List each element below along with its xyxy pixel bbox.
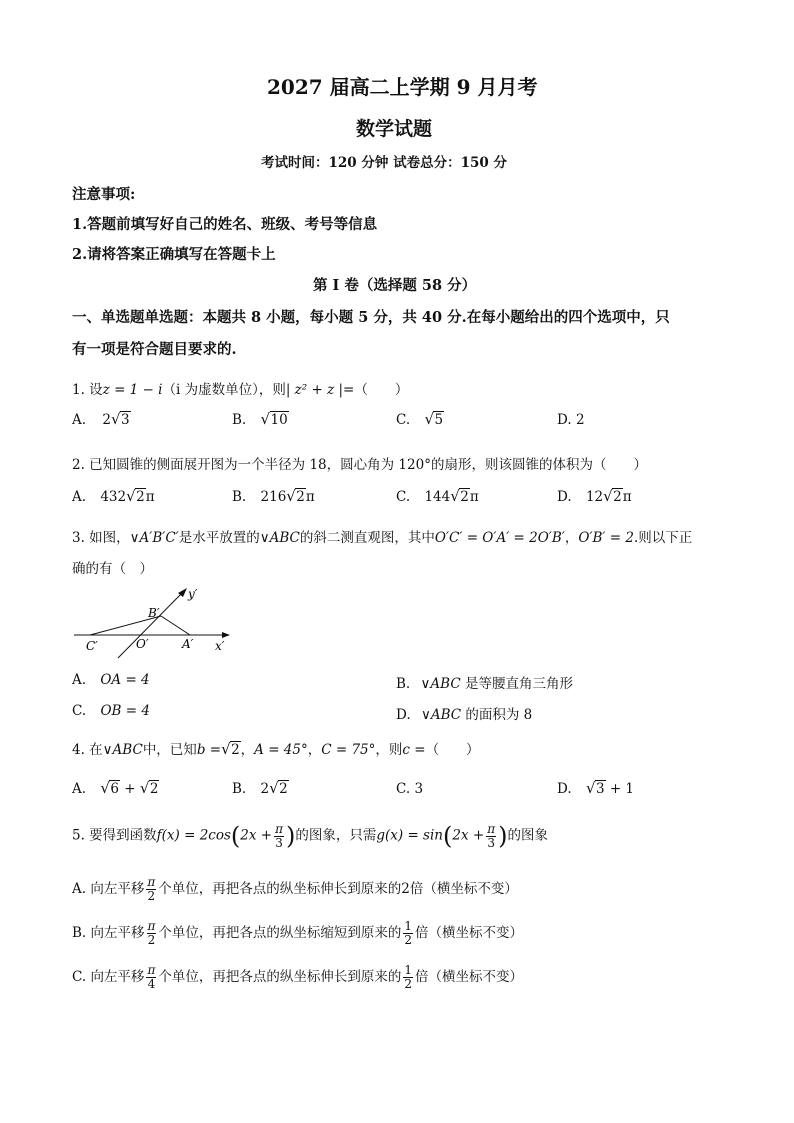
q5-a-num: π xyxy=(147,875,156,889)
q2-c-label: C. xyxy=(396,489,411,505)
q3-option-d xyxy=(396,703,532,723)
q3-c-text: OB = 4 xyxy=(100,703,150,719)
q2-d-radicand: 2 xyxy=(613,489,622,505)
q5-f: f(x) = 2cos xyxy=(156,827,231,844)
q5-a-den: 2 xyxy=(147,889,156,903)
section-instruction-line2: 有一项是符合题目要求的. xyxy=(72,341,237,358)
q4-angle-c: C = 75° xyxy=(321,742,376,758)
q1-a-radicand: 3 xyxy=(120,412,130,428)
q1-option-a xyxy=(72,412,131,428)
q4-d-radicand: 3 xyxy=(595,781,605,797)
q4-mid: 中，已知 xyxy=(142,742,197,758)
q4-c: c = xyxy=(402,742,426,758)
q3-triangle: ∨ABC xyxy=(259,530,300,546)
sqrt-symbol: √ 2 xyxy=(139,779,159,797)
q5-a-k: 2 xyxy=(401,881,410,897)
q5-g-arg: 2x + xyxy=(452,827,485,844)
sqrt-symbol: √ 2 xyxy=(221,740,240,758)
oblique-projection-figure xyxy=(70,580,240,662)
q2-a-pi: π xyxy=(145,489,155,505)
q4-a-radicand2: 2 xyxy=(149,781,159,797)
q1-c-label: C. xyxy=(396,412,411,428)
exam-info: 考试时间：120 分钟 试卷总分：150 分 xyxy=(261,155,507,171)
q1-b-label: B. xyxy=(232,412,247,428)
question-2-stem: 2. 已知圆锥的侧面展开图为一个半径为 18，圆心角为 120°的扇形，则该圆锥的体积为（ ） xyxy=(72,457,647,473)
q3-option-c xyxy=(72,703,150,719)
q2-option-d xyxy=(557,489,632,505)
sqrt-symbol: √ 2 xyxy=(286,487,305,505)
q3-b-label: B. xyxy=(396,676,411,692)
page-subtitle: 数学试题 xyxy=(356,118,433,140)
q2-d-label: D. xyxy=(557,489,572,505)
q5-c-k-fraction xyxy=(403,964,413,991)
edge-ba xyxy=(161,616,190,635)
q2-a-radicand: 2 xyxy=(136,489,145,505)
label-a: A′ xyxy=(182,637,194,651)
q5-f-num: π xyxy=(275,821,283,836)
q5-g-fraction xyxy=(486,823,496,850)
q5-c-kden: 2 xyxy=(404,977,412,991)
q4-then: ，则 xyxy=(375,742,403,758)
notes-heading: 注意事项: xyxy=(72,186,136,203)
q1-expr2: | z² + z |= xyxy=(285,382,355,398)
q1-a-label: A. xyxy=(72,412,87,428)
sqrt-symbol: √ 2 xyxy=(269,779,288,797)
q3-prefix: 3. 如图， xyxy=(72,530,130,546)
q3-b-triangle: ∨ABC xyxy=(420,676,461,692)
q5-f-arg: 2x + xyxy=(240,827,273,844)
q5-b-tail: 倍（横坐标不变） xyxy=(415,925,524,941)
q5-option-c xyxy=(72,964,523,991)
q3-expr2: O′B′ = 2 xyxy=(578,530,634,546)
q3-c-label: C. xyxy=(72,703,87,719)
sqrt-symbol: √ 3 xyxy=(110,410,130,428)
q5-c-pre: 向左平移 xyxy=(90,969,145,985)
q5-f-den: 3 xyxy=(275,835,283,850)
sqrt-symbol: √ 3 xyxy=(585,779,605,797)
label-x: x′ xyxy=(215,639,225,653)
q3-mid2: 的斜二测直观图，其中 xyxy=(299,530,435,546)
q5-a-label: A. xyxy=(72,881,87,897)
q1-tail: （ ） xyxy=(354,382,409,398)
x-axis-arrow-icon xyxy=(222,632,230,638)
q4-tail: （ ） xyxy=(425,742,480,758)
q4-sep2: ， xyxy=(307,742,322,758)
q5-b-num: π xyxy=(147,919,156,933)
section-instruction-line1: 一、单选题单选题：本题共 8 小题，每小题 5 分，共 40 分.在每小题给出的四个选项中，只 xyxy=(72,309,670,326)
q4-sep1: ， xyxy=(240,742,255,758)
q5-c-label: C. xyxy=(72,969,87,985)
label-o: O′ xyxy=(136,637,149,651)
label-y: y′ xyxy=(188,587,198,601)
q1-d-label: D. xyxy=(557,412,572,428)
q3-triangle-prime: ∨A′B′C′ xyxy=(129,530,179,546)
q4-d-label: D. xyxy=(557,781,572,797)
question-5-stem: 5. 要得到函数f(x) = 2cos(2x + $\frac{\pi}{3}$ )的图象，只需g(x) = sin(2x + $\frac{\pi}{3}$ )的图象 xyxy=(72,821,548,850)
question-1-stem xyxy=(72,378,408,398)
q5-b-den: 2 xyxy=(147,933,156,947)
q2-d-value: 12 xyxy=(585,489,604,505)
q1-mid: （i 为虚数单位），则 xyxy=(162,382,286,398)
q5-option-b xyxy=(72,920,523,947)
q4-option-b xyxy=(232,781,289,797)
label-b: B′ xyxy=(148,606,160,620)
q3-sep: ， xyxy=(564,530,579,546)
q3-option-b xyxy=(396,672,573,692)
q5-c-num: π xyxy=(147,963,156,977)
q5-c-tail: 倍（横坐标不变） xyxy=(414,969,523,985)
sqrt-symbol: √ 2 xyxy=(450,487,469,505)
q2-b-label: B. xyxy=(232,489,247,505)
notes-item-2: 2.请将答案正确填写在答题卡上 xyxy=(72,246,276,263)
q5-a-mid: 个单位，再把各点的纵坐标伸长到原来的 xyxy=(158,881,402,897)
q4-angle-a: A = 45° xyxy=(254,742,308,758)
q5-b-k-fraction xyxy=(403,920,413,947)
q5-c-mid: 个单位，再把各点的纵坐标伸长到原来的 xyxy=(158,969,402,985)
q2-option-c xyxy=(396,489,479,505)
q5-g: g(x) = sin xyxy=(376,827,443,844)
q4-prefix: 4. 在 xyxy=(72,742,103,758)
q3-tail: .则以下正 xyxy=(633,530,693,546)
q2-option-a xyxy=(72,489,155,505)
q2-b-value: 216 xyxy=(260,489,287,505)
volume-heading: 第 I 卷（选择题 58 分） xyxy=(313,277,477,294)
q4-d-tail: + 1 xyxy=(605,781,635,797)
q2-c-radicand: 2 xyxy=(460,489,469,505)
q5-c-den: 4 xyxy=(147,977,156,991)
q1-prefix: 1. 设 xyxy=(72,382,103,398)
question-3-stem-line2: 确的有（ ） xyxy=(72,561,153,577)
q5-b-mid: 个单位，再把各点的纵坐标缩短到原来的 xyxy=(158,925,402,941)
q2-a-label: A. xyxy=(72,489,87,505)
q2-c-pi: π xyxy=(469,489,479,505)
q4-c-value: 3 xyxy=(414,781,424,797)
q4-option-d xyxy=(557,781,634,797)
q3-option-a xyxy=(72,672,150,688)
notes-item-1: 1.答题前填写好自己的姓名、班级、考号等信息 xyxy=(72,216,378,233)
question-3-stem-line1 xyxy=(72,526,692,546)
q3-d-text: 的面积为 8 xyxy=(461,707,533,723)
q2-option-b xyxy=(232,489,315,505)
q2-b-radicand: 2 xyxy=(296,489,305,505)
q5-option-a xyxy=(72,876,518,903)
q4-option-c xyxy=(396,781,423,797)
q1-a-value: 2 xyxy=(102,412,111,428)
q2-d-pi: π xyxy=(622,489,632,505)
q4-b-label: B. xyxy=(232,781,247,797)
q2-c-value: 144 xyxy=(424,489,451,505)
q1-d-value: 2 xyxy=(575,412,585,428)
sqrt-symbol: √ 2 xyxy=(126,487,145,505)
q5-f-fraction xyxy=(274,823,284,850)
q4-a-label: A. xyxy=(72,781,87,797)
q1-option-d xyxy=(557,412,585,428)
q4-c-label: C. xyxy=(396,781,411,797)
q4-b: b = xyxy=(196,742,222,758)
q1-b-radicand: 10 xyxy=(270,412,288,428)
sqrt-symbol: √ 6 xyxy=(100,779,119,797)
label-c: C′ xyxy=(86,639,98,653)
q1-expr: z = 1 − i xyxy=(102,382,163,398)
q4-b-radicand: 2 xyxy=(231,742,240,758)
question-4-stem xyxy=(72,738,480,758)
q4-a-radicand1: 6 xyxy=(110,781,119,797)
q4-b-value: 2 xyxy=(260,781,270,797)
q3-a-label: A. xyxy=(72,672,87,688)
q5-b-fraction xyxy=(147,920,157,947)
q4-a-plus: + xyxy=(119,781,140,797)
q4-b-radicand: 2 xyxy=(279,781,288,797)
q3-a-text: OA = 4 xyxy=(100,672,150,688)
q3-d-label: D. xyxy=(396,707,411,723)
q5-c-knum: 1 xyxy=(404,963,412,977)
q2-a-value: 432 xyxy=(100,489,127,505)
q1-c-radicand: 5 xyxy=(434,412,444,428)
q3-b-text: 是等腰直角三角形 xyxy=(460,676,573,692)
q5-b-knum: 1 xyxy=(404,919,413,933)
sqrt-symbol: √ 2 xyxy=(603,487,622,505)
q5-a-pre: 向左平移 xyxy=(90,881,145,897)
q4-option-a xyxy=(72,781,159,797)
q5-a-fraction xyxy=(146,876,156,903)
q2-b-pi: π xyxy=(305,489,315,505)
q3-d-triangle: ∨ABC xyxy=(420,707,462,723)
q5-tail: 的图象 xyxy=(507,827,548,844)
q5-c-fraction xyxy=(146,964,156,991)
q5-g-num: π xyxy=(487,821,496,836)
q1-option-c xyxy=(396,412,444,428)
sqrt-symbol: √ 10 xyxy=(260,410,288,428)
q3-expr: O′C′ = O′A′ = 2O′B′ xyxy=(434,530,565,546)
q1-option-b xyxy=(232,412,289,428)
q5-prefix: 5. 要得到函数 xyxy=(72,827,157,844)
page-title: 2027 届高二上学期 9 月月考 xyxy=(267,75,538,99)
q5-b-kden: 2 xyxy=(404,933,413,947)
q5-mid: 的图象，只需 xyxy=(295,827,377,844)
q4-triangle: ∨ABC xyxy=(102,742,143,758)
q3-mid: 是水平放置的 xyxy=(178,530,260,546)
sqrt-symbol: √ 5 xyxy=(424,410,444,428)
q5-b-label: B. xyxy=(72,925,87,941)
q5-b-pre: 向左平移 xyxy=(90,925,145,941)
q5-g-den: 3 xyxy=(487,835,495,850)
q5-a-tail: 倍（横坐标不变） xyxy=(409,881,518,897)
